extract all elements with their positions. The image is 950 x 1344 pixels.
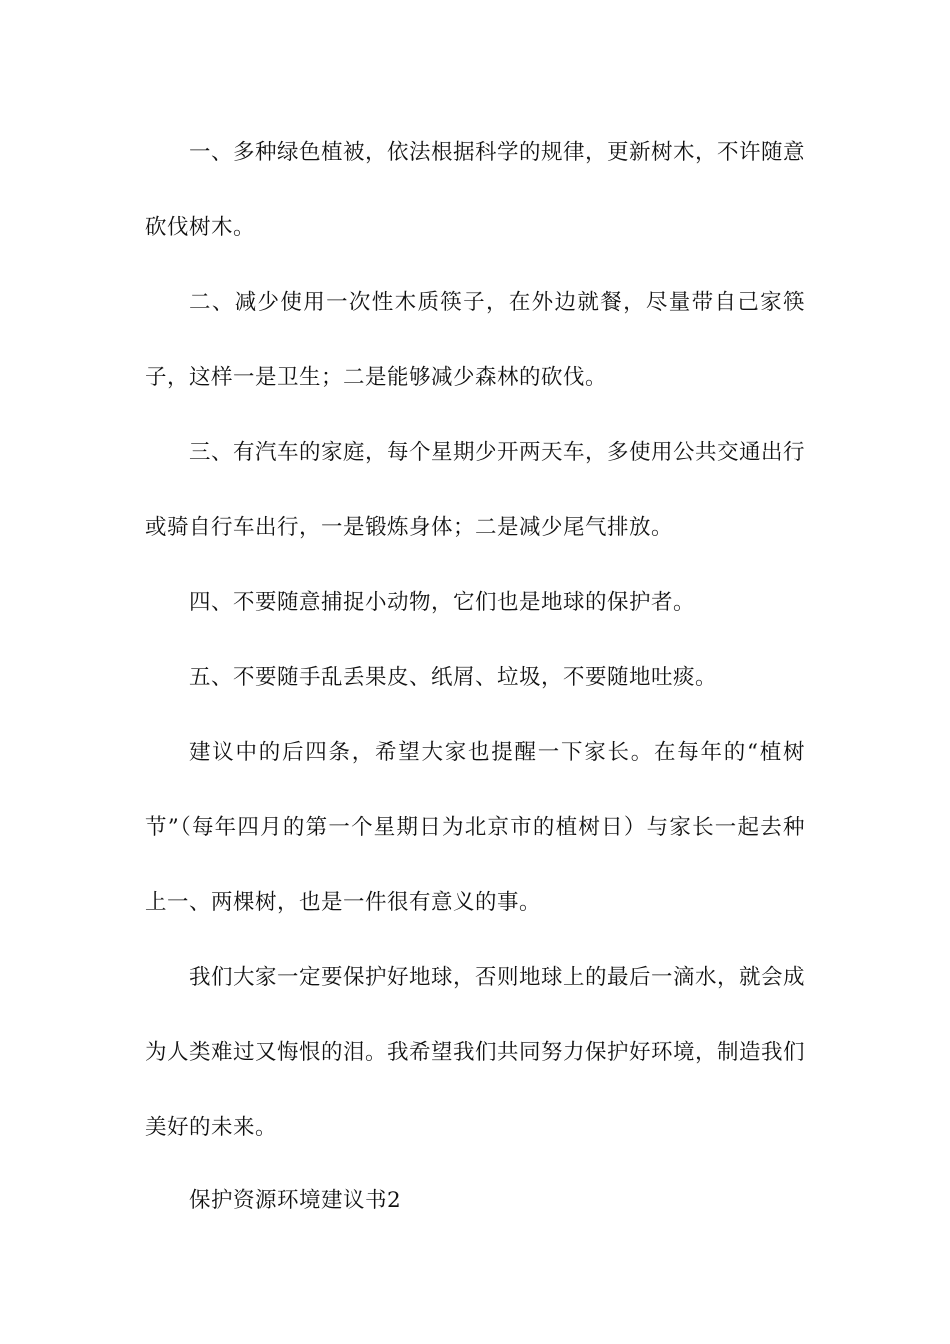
- paragraph-2: 二、减少使用一次性木质筷子，在外边就餐，尽量带自己家筷子，这样一是卫生；二是能够减少森林的砍伐。: [145, 290, 805, 390]
- paragraph-1: 一、多种绿色植被，依法根据科学的规律，更新树木，不许随意砍伐树木。: [145, 140, 806, 240]
- paragraph-7: 我们大家一定要保护好地球，否则地球上的最后一滴水，就会成为人类难过又悔恨的泪。我希望我们共同努力保护好环境，制造我们美好的未来。: [145, 965, 806, 1140]
- section-title: 保护资源环境建议书2: [189, 1188, 402, 1213]
- paragraph-6: 建议中的后四条，希望大家也提醒一下家长。在每年的“植树节”（每年四月的第一个星期日为北京市的植树日）与家长一起去种上一、两棵树，也是一件很有意义的事。: [145, 740, 805, 915]
- paragraph-4: 四、不要随意捕捉小动物，它们也是地球的保护者。: [189, 590, 696, 615]
- paragraph-5: 五、不要随手乱丢果皮、纸屑、垃圾，不要随地吐痰。: [189, 665, 718, 690]
- paragraph-3: 三、有汽车的家庭，每个星期少开两天车，多使用公共交通出行或骑自行车出行，一是锻炼身体；二是减少尾气排放。: [145, 440, 806, 540]
